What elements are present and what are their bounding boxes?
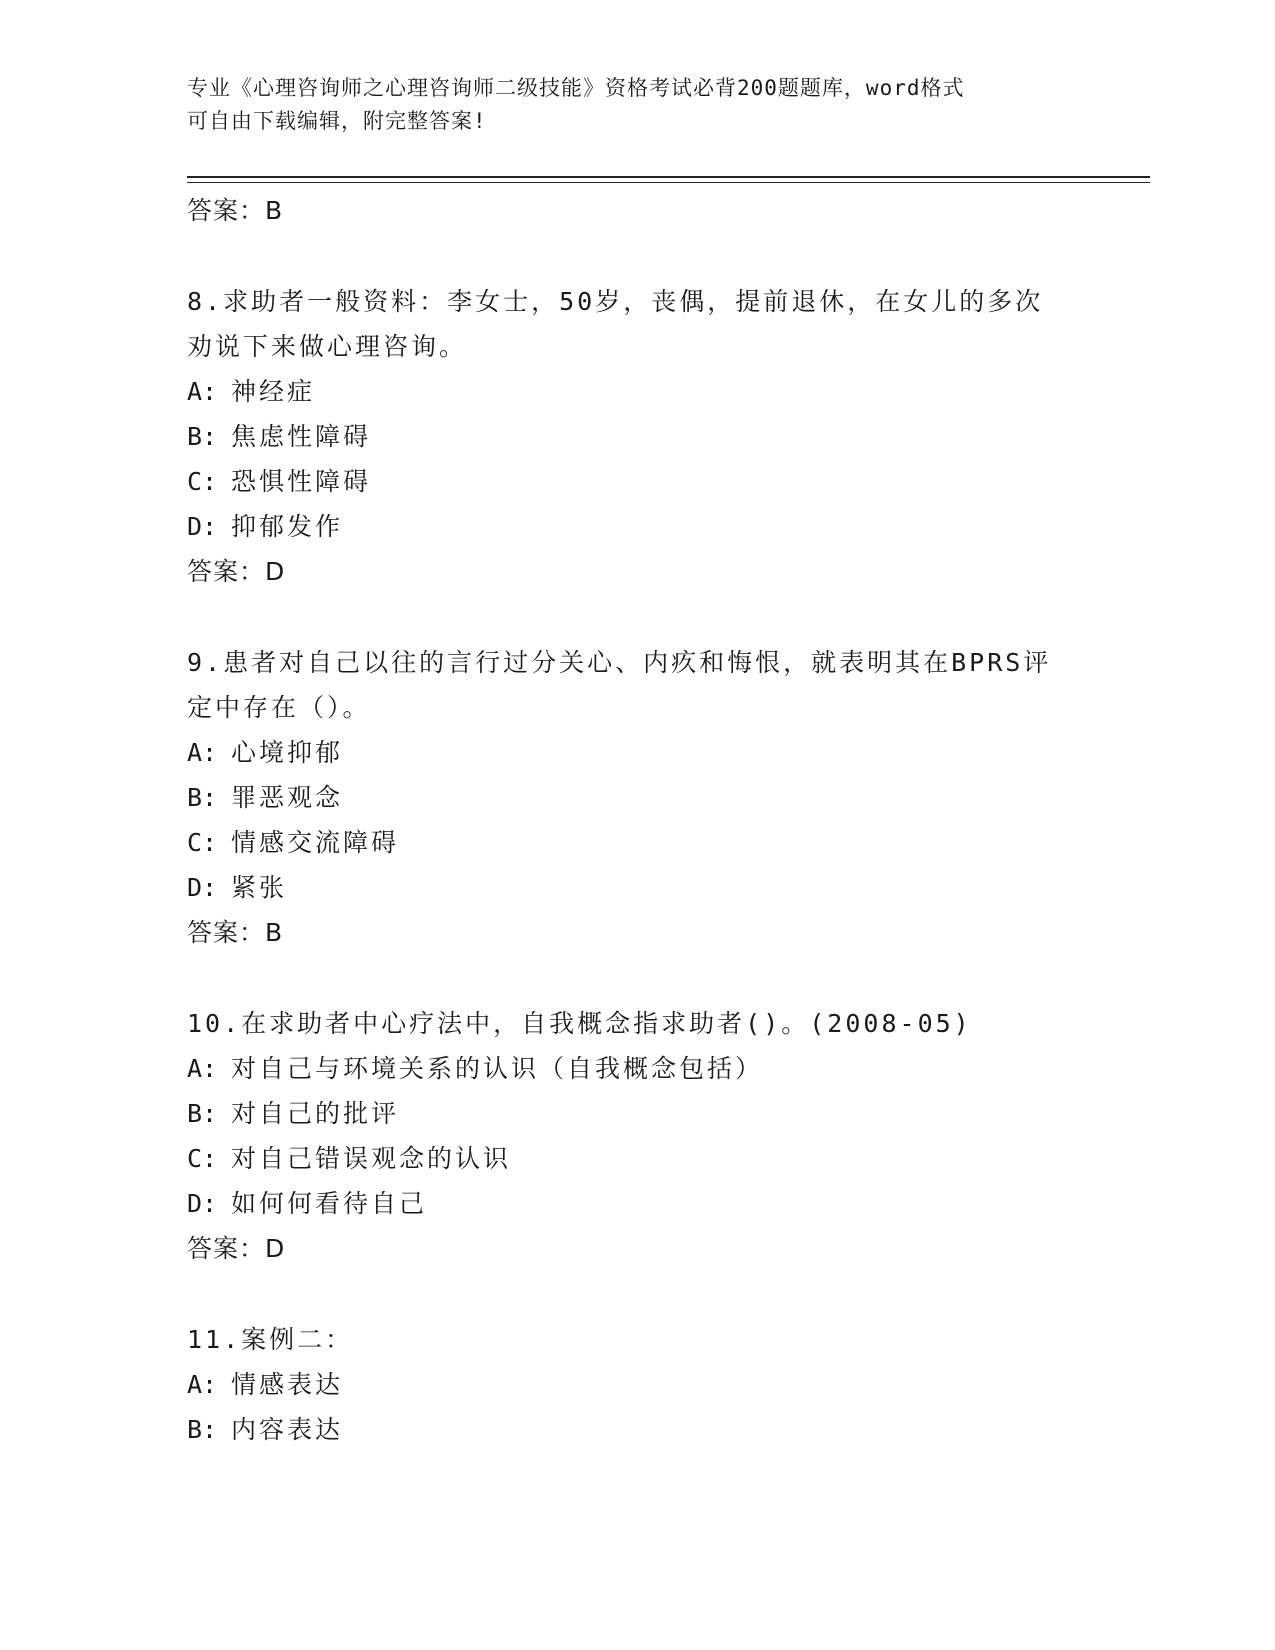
option-d [187,1181,1087,1226]
question-stem-line: 9.患者对自己以往的言行过分关心、内疚和悔恨，就表明其在BPRS评 [187,648,1052,677]
question-stem-line: 8.求助者一般资料：李女士，50岁，丧偶，提前退休，在女儿的多次 [187,287,1044,316]
option-label: A: [187,1370,218,1399]
question-stem-line: 劝说下来做心理咨询。 [187,332,468,361]
option-b [187,1091,1087,1136]
option-text: 如何何看待自己 [231,1189,428,1218]
question-block-10 [187,1001,1087,1272]
option-b [187,414,1087,459]
option-label: C: [187,1144,218,1173]
question-stem-line: 10.在求助者中心疗法中，自我概念指求助者()。(2008-05) [187,1009,972,1038]
option-label: A: [187,1054,218,1083]
option-text: 内容表达 [231,1415,344,1444]
option-text: 对自己错误观念的认识 [231,1144,512,1173]
option-label: A: [187,377,218,406]
option-a [187,1362,1087,1407]
option-label: D: [187,873,218,902]
option-a [187,730,1087,775]
option-d [187,865,1087,910]
option-label: B: [187,1415,218,1444]
spacer [187,1272,1087,1317]
option-a [187,1046,1087,1091]
answer-line: 答案：D [187,1234,286,1263]
option-text: 情感交流障碍 [231,828,400,857]
option-text: 焦虑性障碍 [231,422,372,451]
header-title-line-2: 可自由下载编辑，附完整答案! [187,109,487,133]
option-label: B: [187,783,218,812]
question-block-8 [187,279,1087,595]
option-text: 心境抑郁 [231,738,344,767]
option-b [187,775,1087,820]
question-stem-line: 11.案例二： [187,1325,354,1354]
option-text: 情感表达 [231,1370,344,1399]
option-label: D: [187,512,218,541]
option-c [187,1136,1087,1181]
option-label: D: [187,1189,218,1218]
option-text: 抑郁发作 [231,512,344,541]
spacer [187,595,1087,640]
option-text: 对自己的批评 [231,1099,400,1128]
option-label: A: [187,738,218,767]
option-label: B: [187,422,218,451]
question-stem-line: 定中存在（）。 [187,693,371,722]
option-b [187,1407,1087,1452]
option-label: B: [187,1099,218,1128]
option-text: 罪恶观念 [231,783,344,812]
question-block-11 [187,1317,1087,1452]
answer-line: 答案：B [187,918,284,947]
option-c [187,459,1087,504]
question-block-9 [187,640,1087,956]
option-text: 恐惧性障碍 [231,467,372,496]
header-divider [187,176,1150,183]
option-d [187,504,1087,549]
spacer [187,956,1087,1001]
option-label: C: [187,467,218,496]
option-label: C: [187,828,218,857]
option-text: 神经症 [231,377,316,406]
answer-line: 答案：B [187,196,284,225]
spacer [187,234,1087,279]
option-c [187,820,1087,865]
question-list [187,188,1087,1452]
option-text: 对自己与环境关系的认识（自我概念包括） [231,1054,764,1083]
page-header [187,72,1087,138]
option-a [187,369,1087,414]
option-text: 紧张 [231,873,288,902]
answer-line: 答案：D [187,557,286,586]
header-title-line-1: 专业《心理咨询师之心理咨询师二级技能》资格考试必背200题题库，word格式 [187,76,965,100]
